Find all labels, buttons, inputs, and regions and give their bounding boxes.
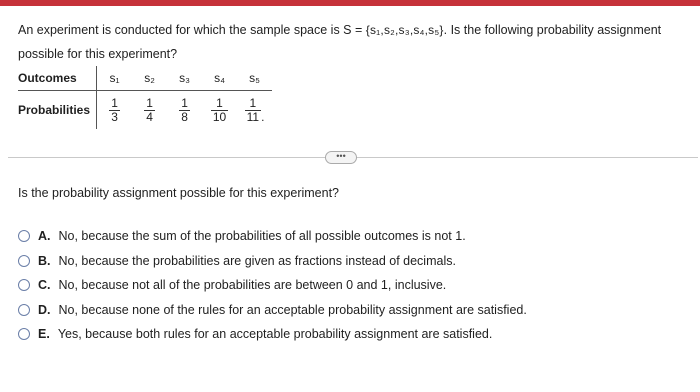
fraction — [144, 97, 155, 124]
probability-cell — [97, 91, 133, 130]
fraction-numerator: 1 — [111, 95, 118, 110]
fraction — [179, 97, 190, 124]
sub-question-prompt: Is the probability assignment possible for this experiment? — [18, 186, 339, 200]
option-text: No, because not all of the probabilities are between 0 and 1, inclusive. — [58, 278, 447, 293]
probability-cell — [237, 91, 272, 130]
option-letter: D. — [38, 302, 51, 317]
question-text — [18, 18, 683, 66]
radio-button-icon[interactable] — [18, 255, 30, 267]
outcome-cell: s₃ — [167, 66, 202, 91]
question-part-1: An experiment is conducted for which the sample space is S = — [18, 23, 366, 37]
outcomes-row — [18, 66, 272, 91]
option-letter: B. — [38, 253, 51, 268]
fraction-numerator: 1 — [181, 95, 188, 110]
fraction — [211, 97, 228, 124]
option-b[interactable] — [18, 249, 527, 274]
probabilities-row — [18, 91, 272, 130]
probability-cell — [167, 91, 202, 130]
radio-button-icon[interactable] — [18, 230, 30, 242]
expand-more-button[interactable]: ••• — [325, 151, 357, 164]
option-a[interactable] — [18, 224, 527, 249]
probabilities-label: Probabilities — [18, 103, 91, 117]
trailing-period: . — [261, 109, 265, 124]
probability-cell — [202, 91, 237, 130]
option-d[interactable] — [18, 298, 527, 323]
fraction-denominator: 10 — [212, 109, 227, 124]
fraction-denominator: 4 — [146, 109, 153, 124]
fraction-numerator: 1 — [146, 95, 153, 110]
radio-button-icon[interactable] — [18, 279, 30, 291]
question-line-2: possible for this experiment? — [18, 47, 178, 61]
outcome-cell: s₄ — [202, 66, 237, 91]
probability-table — [18, 66, 272, 129]
fraction — [109, 97, 120, 124]
fraction — [245, 97, 261, 124]
option-c[interactable] — [18, 273, 527, 298]
fraction-numerator: 1 — [211, 97, 228, 111]
probability-cell — [132, 91, 167, 130]
radio-button-icon[interactable] — [18, 304, 30, 316]
answer-options — [18, 224, 527, 347]
option-text: No, because the sum of the probabilities of all possible outcomes is not 1. — [58, 229, 466, 244]
option-text: Yes, because both rules for an acceptable probability assignment are satisfied. — [57, 327, 493, 342]
question-part-2: . Is the following probability assignment — [443, 23, 662, 37]
option-text: No, because the probabilities are given as fractions instead of decimals. — [58, 253, 456, 268]
option-text: No, because none of the rules for an acceptable probability assignment are satisfied. — [58, 302, 527, 317]
radio-button-icon[interactable] — [18, 328, 30, 340]
sample-space-set: {s₁,s₂,s₃,s₄,s₅} — [365, 23, 444, 37]
outcome-cell: s₂ — [132, 66, 167, 91]
outcomes-label: Outcomes — [18, 66, 97, 91]
fraction-denominator: 8 — [181, 109, 188, 124]
fraction-denominator: 3 — [111, 109, 118, 124]
fraction-numerator: 1 — [245, 97, 261, 111]
option-letter: C. — [38, 278, 51, 293]
outcome-cell: s₅ — [237, 66, 272, 91]
top-accent-bar — [0, 0, 700, 6]
option-letter: A. — [38, 229, 51, 244]
option-letter: E. — [38, 327, 50, 342]
outcome-cell: s₁ — [97, 66, 133, 91]
option-e[interactable] — [18, 322, 527, 347]
fraction-denominator: 11 — [246, 109, 260, 124]
